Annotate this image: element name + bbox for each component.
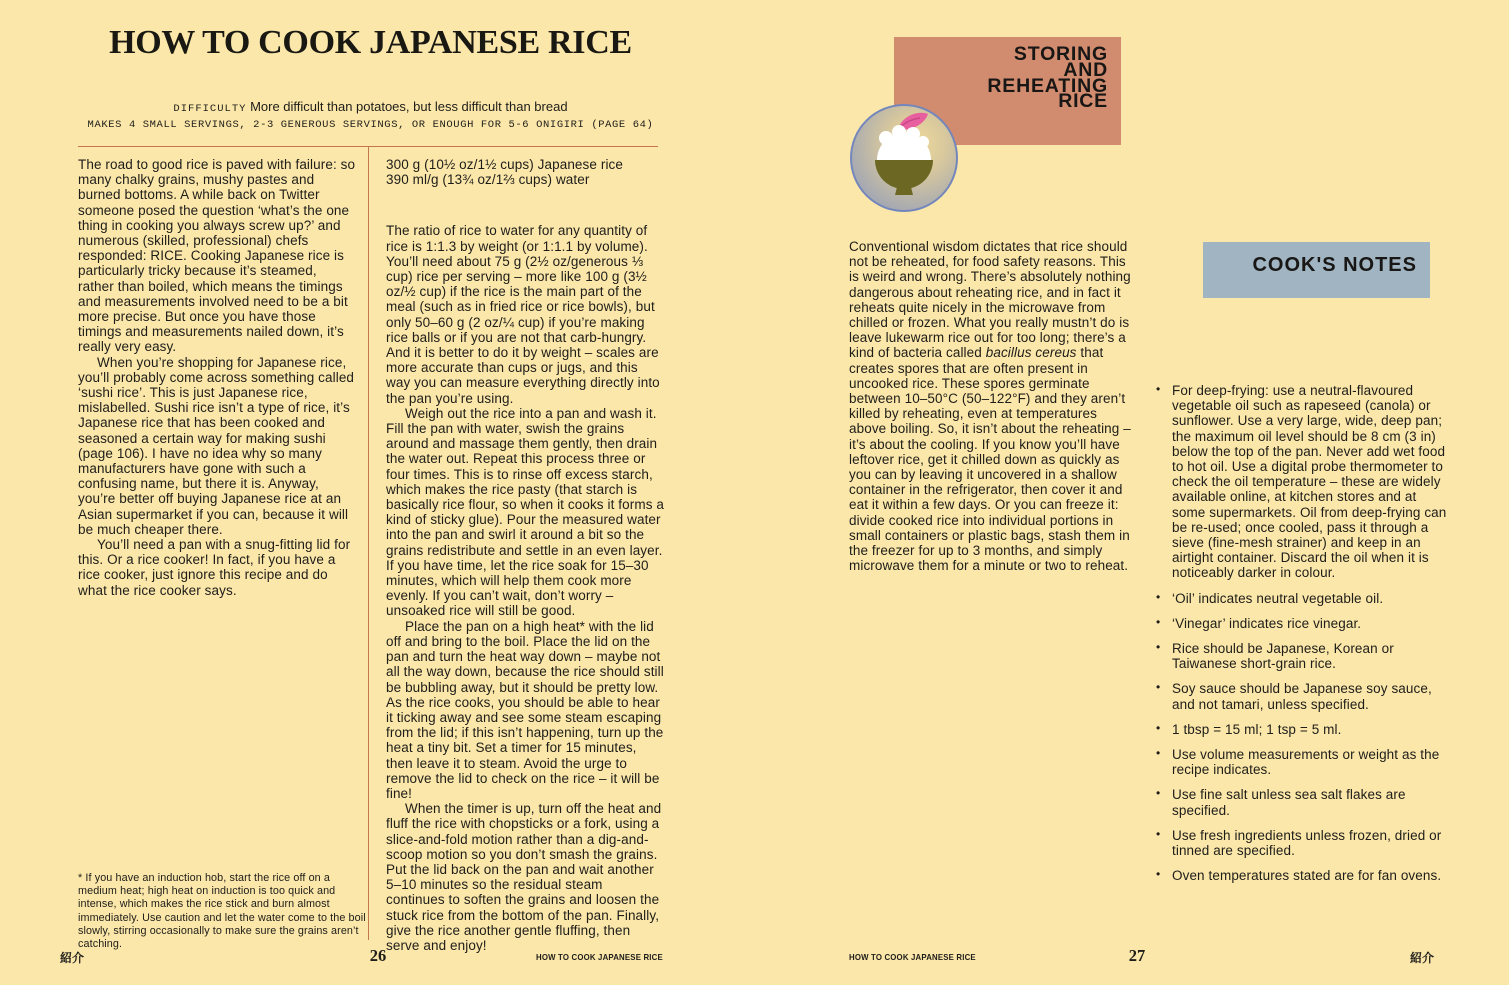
page-number: 27	[1128, 946, 1146, 965]
footer-section-cjk: 紹介	[60, 951, 85, 965]
difficulty-line	[48, 99, 693, 115]
note-item: • Oven temperatures stated are for fan ovens.	[1156, 867, 1442, 884]
bullet-icon: •	[1156, 826, 1161, 841]
note-item: • Soy sauce should be Japanese soy sauce, and not tamari, unless specified.	[1156, 680, 1432, 712]
banner-line: AND	[1063, 58, 1108, 81]
intro-column	[78, 157, 356, 598]
banner-line: REHEATING	[987, 74, 1108, 97]
bullet-icon: •	[1156, 382, 1161, 396]
page-number: 26	[369, 946, 387, 965]
footnote: * If you have an induction hob, start the rice off on a medium heat; high heat on induction is too quick and intense, which makes the rice stick and burn almost immediately. Use caution and let the water come to the boil slowly, stirring occasionally to make sure the grains aren’t catching.	[78, 872, 366, 951]
difficulty-label: DIFFICULTY	[173, 103, 247, 115]
note-item: • Use volume measurements or weight as the recipe indicates.	[1156, 746, 1440, 778]
note-item: • For deep-frying: use a neutral-flavoured vegetable oil such as rapeseed (canola) or sunflower. Use a very large, wide, deep pan; the maximum oil level should be 8 cm (3 in) below the top of the pan. Never add wet food to hot oil. Use a digital probe thermometer to check the oil temperature – these are widely available online, at kitchen stores and at some supermarkets. Oil from deep-frying can be re-used; once cooled, pass it through a sieve (fine-mesh strainer) and keep in an airtight container. Discard the oil when it is noticeably darker in colour.	[1156, 382, 1447, 581]
note-item: • 1 tbsp = 15 ml; 1 tsp = 5 ml.	[1156, 720, 1342, 737]
column-divider	[368, 146, 369, 940]
ingredient-item: 300 g (10½ oz/1½ cups) Japanese rice	[386, 157, 623, 172]
page-title: HOW TO COOK JAPANESE RICE	[109, 24, 632, 61]
note-item: • Rice should be Japanese, Korean or Taiwanese short-grain rice.	[1156, 640, 1394, 672]
bullet-icon: •	[1156, 867, 1161, 882]
bullet-icon: •	[1156, 680, 1161, 695]
intro-paragraph: You’ll need a pan with a snug-fitting lid for this. Or a rice cooker! In fact, if you have a rice cooker, just ignore this recipe and do what the rice cooker says.	[78, 537, 351, 598]
footer-section-cjk: 紹介	[1409, 951, 1434, 965]
note-item: • Use fresh ingredients unless frozen, dried or tinned are specified.	[1156, 826, 1442, 859]
bullet-icon: •	[1156, 614, 1161, 629]
difficulty-text: More difficult than potatoes, but less difficult than bread	[250, 99, 568, 114]
storing-body	[849, 239, 1138, 573]
bullet-icon: •	[1156, 746, 1161, 761]
ingredients-list	[386, 157, 664, 187]
running-header: HOW TO COOK JAPANESE RICE	[849, 952, 976, 962]
method-paragraph: Weigh out the rice into a pan and wash it. Fill the pan with water, swish the grains around and massage them gently, then drain the water out. Repeat this process three or four times. This is to rinse off excess starch, which makes the rice pasty (that starch is basically rice flour, so when it cooks it forms a kind of sticky glue). Pour the measured water into the pan and swirl it around a bit so the grains redistribute and settle in an even layer. If you have time, let the rice soak for 15–30 minutes, which will help them cook more evenly. If you can’t wait, don’t worry – unsoaked rice will still be good.	[386, 405, 665, 619]
method-column	[386, 157, 664, 953]
bullet-icon: •	[1156, 589, 1161, 604]
method-paragraph: Place the pan on a high heat* with the lid off and bring to the boil. Place the lid on the pan and turn the heat way down – maybe not all the way down, because the rice should still be bubbling away, but it should be pretty low. As the rice cooks, you should be able to hear it ticking away and see some steam escaping from the lid; if this isn’t happening, turn up the heat a tiny bit. Set a timer for 15 minutes, then leave it to steam. Avoid the urge to remove the lid to check on the rice – it will be fine!	[386, 618, 664, 801]
cooks-notes-title: COOK'S NOTES	[1252, 254, 1417, 276]
banner-line: STORING	[1013, 43, 1108, 65]
bullet-icon: •	[1156, 640, 1161, 655]
cooks-notes-banner	[1203, 242, 1430, 298]
storing-paragraph: Conventional wisdom dictates that rice should not be reheated, for food safety reasons. This is weird and wrong. There’s absolutely nothing dangerous about reheating rice, and in fact it reheats quite nicely in the microwave from chilled or frozen. What you really mustn’t do is leave lukewarm rice out for too long; there’s a kind of bacteria called bacillus cereus that creates spores that are often present in uncooked rice. These spores germinate between 10–50°C (50–122°F) and they aren’t killed by reheating, even at temperatures above boiling. So, it isn’t about the reheating – it’s about the cooling. If you know you’ll have leftover rice, get it chilled down as quickly as you can by leaving it uncovered in a shallow container in the refrigerator, then cover it and eat it within a few days. Or you can freeze it: divide cooked rice into individual portions in small containers or plastic bags, stash them in the freezer for up to 3 months, and simply microwave them for a minute or two to reheat.	[849, 239, 1131, 574]
bullet-icon: •	[1156, 786, 1161, 801]
running-header: HOW TO COOK JAPANESE RICE	[536, 952, 663, 962]
intro-paragraph: The road to good rice is paved with failure: so many chalky grains, mushy pastes and burned bottoms. A while back on Twitter someone posed the question ‘what’s the one thing in cooking you always screw up?’ and numerous (skilled, professional) chefs responded: RICE. Cooking Japanese rice is particularly tricky because it’s steamed, rather than boiled, which means the timings and measurements involved need to be a bit more precise. But once you have those timings and measurements nailed down, it’s really very easy.	[78, 157, 356, 355]
makes-line: MAKES 4 SMALL SERVINGS, 2-3 GENEROUS SERVINGS, OR ENOUGH FOR 5-6 ONIGIRI (PAGE 64)	[87, 119, 654, 131]
cooks-notes-list	[1155, 383, 1447, 893]
rice-bowl-badge	[850, 104, 958, 212]
intro-paragraph: When you’re shopping for Japanese rice, you’ll probably come across something called ‘sushi rice’. This is just Japanese rice, mislabelled. Sushi rice isn’t a type of rice, it’s Japanese rice that has been cooked and seasoned a certain way for making sushi (page 106). I have no idea why so many manufacturers have gone with such a confusing name, but there it is. Anyway, you’re better off buying Japanese rice at an Asian supermarket if you can, because it will be much cheaper there.	[78, 354, 355, 537]
left-page-footer	[60, 946, 663, 968]
bullet-icon: •	[1156, 720, 1161, 735]
method-paragraph: When the timer is up, turn off the heat and fluff the rice with chopsticks or a fork, using a slice-and-fold motion rather than a dig-and-scoop motion so you don’t smash the grains. Put the lid back on the pan and wait another 5–10 minutes so the residual steam continues to soften the grains and loosen the stuck rice from the bottom of the pan. Finally, give the rice another gentle fluffing, then serve and enjoy!	[386, 801, 662, 953]
right-page-footer	[849, 946, 1434, 968]
note-item: • ‘Oil’ indicates neutral vegetable oil.	[1156, 589, 1384, 606]
italic-term: bacillus cereus	[985, 345, 1077, 361]
rice-bowl-icon	[852, 106, 956, 210]
note-item: • Use fine salt unless sea salt flakes are specified.	[1156, 786, 1406, 818]
note-item: • ‘Vinegar’ indicates rice vinegar.	[1156, 614, 1362, 631]
banner-line: RICE	[1058, 90, 1108, 113]
ingredient-item: 390 ml/g (13¾ oz/1⅔ cups) water	[386, 172, 590, 188]
method-paragraph: The ratio of rice to water for any quantity of rice is 1:1.3 by weight (or 1:1.1 by volume). You’ll need about 75 g (2½ oz/generous ⅓ cup) rice per serving – more like 100 g (3½ oz/½ cup) if the rice is the main part of the meal (such as in fried rice or rice bowls), but only 50–60 g (2 oz/¼ cup) if you’re making rice balls or if you are not that carb-hungry. And it is better to do it by weight – scales are more accurate than cups or jugs, and this way you can measure everything directly into the pan you’re using.	[386, 223, 660, 406]
